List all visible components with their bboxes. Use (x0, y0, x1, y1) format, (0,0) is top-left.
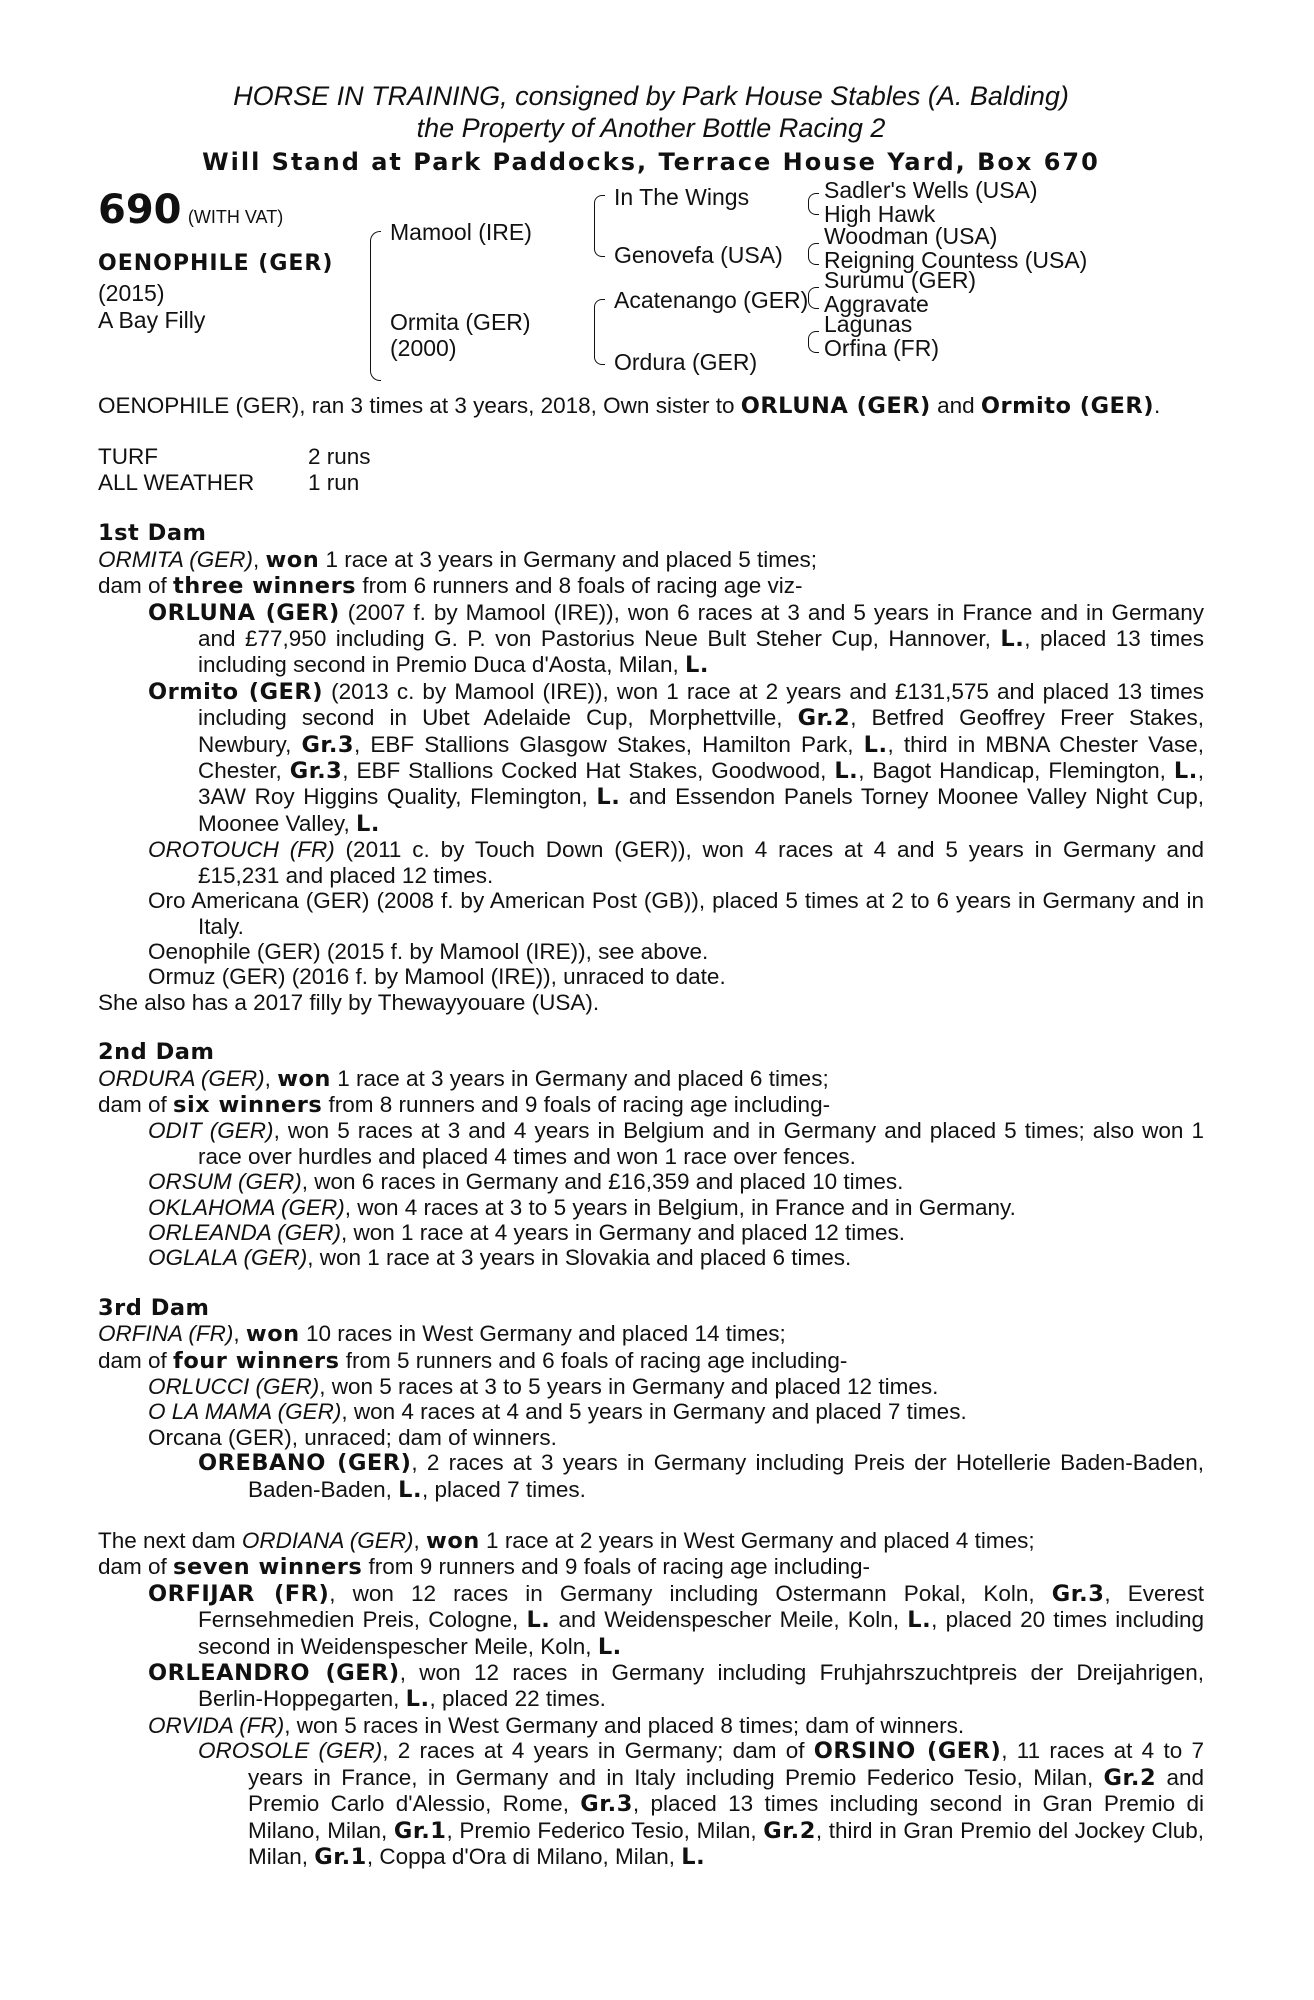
runs-row-turf: TURF 2 runs (98, 444, 371, 470)
nextdam-line1: The next dam ORDIANA (GER), won 1 race at 2 years in West Germany and placed 4 times; (98, 1528, 1035, 1555)
sire-sire: In The Wings (614, 184, 750, 210)
ggp-5: Surumu (GER) (824, 267, 977, 293)
dam2-offspring-1: ODIT (GER), won 5 races at 3 and 4 years in Belgium and in Germany and placed 5 times; also won 1 race over hurdles and placed 4 times and won 1 race over fences. (148, 1118, 1204, 1169)
dam1-line1: ORMITA (GER), won 1 race at 3 years in Germany and placed 5 times; (98, 546, 818, 573)
dam1-offspring-2: Ormito (GER) (2013 c. by Mamool (IRE)), won 1 race at 2 years and £131,575 and placed 13 times including second in Ubet Adelaide Cup, Morphettville, Gr.2, Betfred Geoffrey Freer Stakes, Newbury, Gr.3, EBF Stallions Glasgow Stakes, Hamilton Park, L., third in MBNA Chester Vase, Chester, Gr.3, EBF Stallions Cocked Hat Stakes, Goodwood, L., Bagot Handicap, Flemington, L., 3AW Roy Higgins Quality, Flemington, L. and Essendon Panels Torney Moonee Valley Night Cup, Moonee Valley, L. (148, 678, 1205, 837)
nextdam-offspring-1: ORFIJAR (FR), won 12 races in Germany including Ostermann Pokal, Koln, Gr.3, Everest Fernsehmedien Preis, Cologne, L. and Weidenspescher Meile, Koln, L., placed 20 times including second in Weidenspescher Meile, Koln, L. (148, 1580, 1205, 1660)
horse-description: A Bay Filly (98, 307, 206, 333)
dam3-offspring-3: Orcana (GER), unraced; dam of winners. (148, 1424, 557, 1450)
nextdam-offspring-2: ORLEANDRO (GER), won 12 races in Germany including Fruhjahrszuchtpreis der Dreijahrigen, Berlin-Hoppegarten, L., placed 22 times. (148, 1660, 1204, 1713)
ggp-7: Lagunas (824, 311, 913, 337)
ggp-4: Reigning Countess (USA) (824, 247, 1088, 273)
bracket-3a (808, 193, 819, 215)
owner-line: the Property of Another Bottle Racing 2 (416, 113, 886, 143)
dam2-offspring-2: ORSUM (GER), won 6 races in Germany and £16,359 and placed 10 times. (148, 1169, 904, 1195)
horse-name: OENOPHILE (GER) (98, 251, 334, 276)
horse-year: (2015) (98, 280, 165, 306)
stand-location: Will Stand at Park Paddocks, Terrace House Yard, Box 670 (202, 148, 1100, 176)
dam1-note: She also has a 2017 filly by Thewayyouare (USA). (98, 989, 600, 1015)
bracket-1 (370, 231, 381, 381)
nextdam-grand-offspring-1: OROSOLE (GER), 2 races at 4 years in Germany; dam of ORSINO (GER), 11 races at 4 to 7 years in France, in Germany and in Italy including Premio Federico Tesio, Milan, Gr.2 and Premio Carlo d'Alessio, Rome, Gr.3, placed 13 times including second in Gran Premio di Milano, Milan, Gr.1, Premio Federico Tesio, Milan, Gr.2, third in Gran Premio del Jockey Club, Milan, Gr.1, Coppa d'Ora di Milano, Milan, L. (198, 1738, 1205, 1870)
bracket-2b (594, 299, 605, 365)
nextdam-line2: dam of seven winners from 9 runners and 9 foals of racing age including- (98, 1554, 871, 1581)
dam1-offspring-5: Oenophile (GER) (2015 f. by Mamool (IRE)), see above. (148, 938, 709, 964)
dam: Ormita (GER) (390, 309, 531, 335)
bracket-2a (594, 195, 605, 257)
dam3-offspring-1: ORLUCCI (GER), won 5 races at 3 to 5 years in Germany and placed 12 times. (148, 1374, 939, 1399)
ggp-2: High Hawk (824, 201, 936, 227)
dam2-offspring-5: OGLALA (GER), won 1 race at 3 years in Slovakia and placed 6 times. (148, 1245, 852, 1271)
sire: Mamool (IRE) (390, 219, 532, 245)
lot-number-block (98, 187, 283, 233)
dam1-offspring-3: OROTOUCH (FR) (2011 c. by Touch Down (GER)), won 4 races at 4 and 5 years in Germany and £15,231 and placed 12 times. (148, 837, 1204, 888)
pedigree-table (98, 177, 1204, 393)
dam3-line2: dam of four winners from 5 runners and 6 foals of racing age including- (98, 1347, 848, 1374)
bracket-3b (808, 243, 819, 265)
bracket-3d (808, 331, 819, 353)
dam-dam: Ordura (GER) (614, 349, 758, 375)
ggp-6: Aggravate (824, 291, 929, 317)
dam-sire: Acatenango (GER) (614, 287, 809, 313)
dam1-line2: dam of three winners from 6 runners and 8 foals of racing age viz- (98, 573, 803, 600)
dam3-offspring-2: O LA MAMA (GER), won 4 races at 4 and 5 years in Germany and placed 7 times. (148, 1399, 967, 1425)
ggp-3: Woodman (USA) (824, 223, 998, 249)
dam3-heading: 3rd Dam (98, 1294, 210, 1321)
runs-row-aw: ALL WEATHER 1 run (98, 470, 360, 496)
catalogue-page (98, 80, 1204, 1870)
sire-dam: Genovefa (USA) (614, 242, 783, 268)
dam2-line1: ORDURA (GER), won 1 race at 3 years in Germany and placed 6 times; (98, 1065, 829, 1092)
bracket-3c (808, 287, 819, 309)
dam1-offspring-6: Ormuz (GER) (2016 f. by Mamool (IRE)), unraced to date. (148, 964, 726, 990)
vat-note: (WITH VAT) (187, 207, 284, 227)
dam1-offspring-4: Oro Americana (GER) (2008 f. by American Post (GB)), placed 5 times at 2 to 6 years in Germany and in Italy. (148, 888, 1204, 939)
dam2-offspring-3: OKLAHOMA (GER), won 4 races at 3 to 5 years in Belgium, in France and in Germany. (148, 1194, 1016, 1220)
nextdam-offspring-3: ORVIDA (FR), won 5 races in West Germany and placed 8 times; dam of winners. (148, 1712, 965, 1738)
ggp-8: Orfina (FR) (824, 335, 939, 361)
dam-year: (2000) (390, 335, 457, 361)
pedigree-body (98, 393, 1204, 1870)
consignor-line: HORSE IN TRAINING, consigned by Park House Stables (A. Balding) (233, 81, 1069, 111)
lot-number: 690 (98, 187, 182, 233)
dam1-offspring-1: ORLUNA (GER) (2007 f. by Mamool (IRE)), won 6 races at 3 and 5 years in France and in Germany and £77,950 including G. P. von Pastorius Neue Bult Steher Cup, Hannover, L., placed 13 times including second in Premio Duca d'Aosta, Milan, L. (148, 599, 1204, 679)
dam2-line2: dam of six winners from 8 runners and 9 foals of racing age including- (98, 1091, 831, 1118)
dam2-offspring-4: ORLEANDA (GER), won 1 race at 4 years in Germany and placed 12 times. (148, 1219, 905, 1245)
ggp-1: Sadler's Wells (USA) (824, 177, 1038, 203)
dam1-heading: 1st Dam (98, 520, 207, 547)
dam3-line1: ORFINA (FR), won 10 races in West Germany and placed 14 times; (98, 1321, 786, 1348)
dam3-grand-offspring-1: OREBANO (GER), 2 races at 3 years in Germany including Preis der Hotellerie Baden-Baden, Baden-Baden, L., placed 7 times. (198, 1450, 1205, 1503)
dam2-heading: 2nd Dam (98, 1039, 215, 1066)
race-summary: OENOPHILE (GER), ran 3 times at 3 years, 2018, Own sister to ORLUNA (GER) and Ormito (GER). (98, 393, 1161, 419)
